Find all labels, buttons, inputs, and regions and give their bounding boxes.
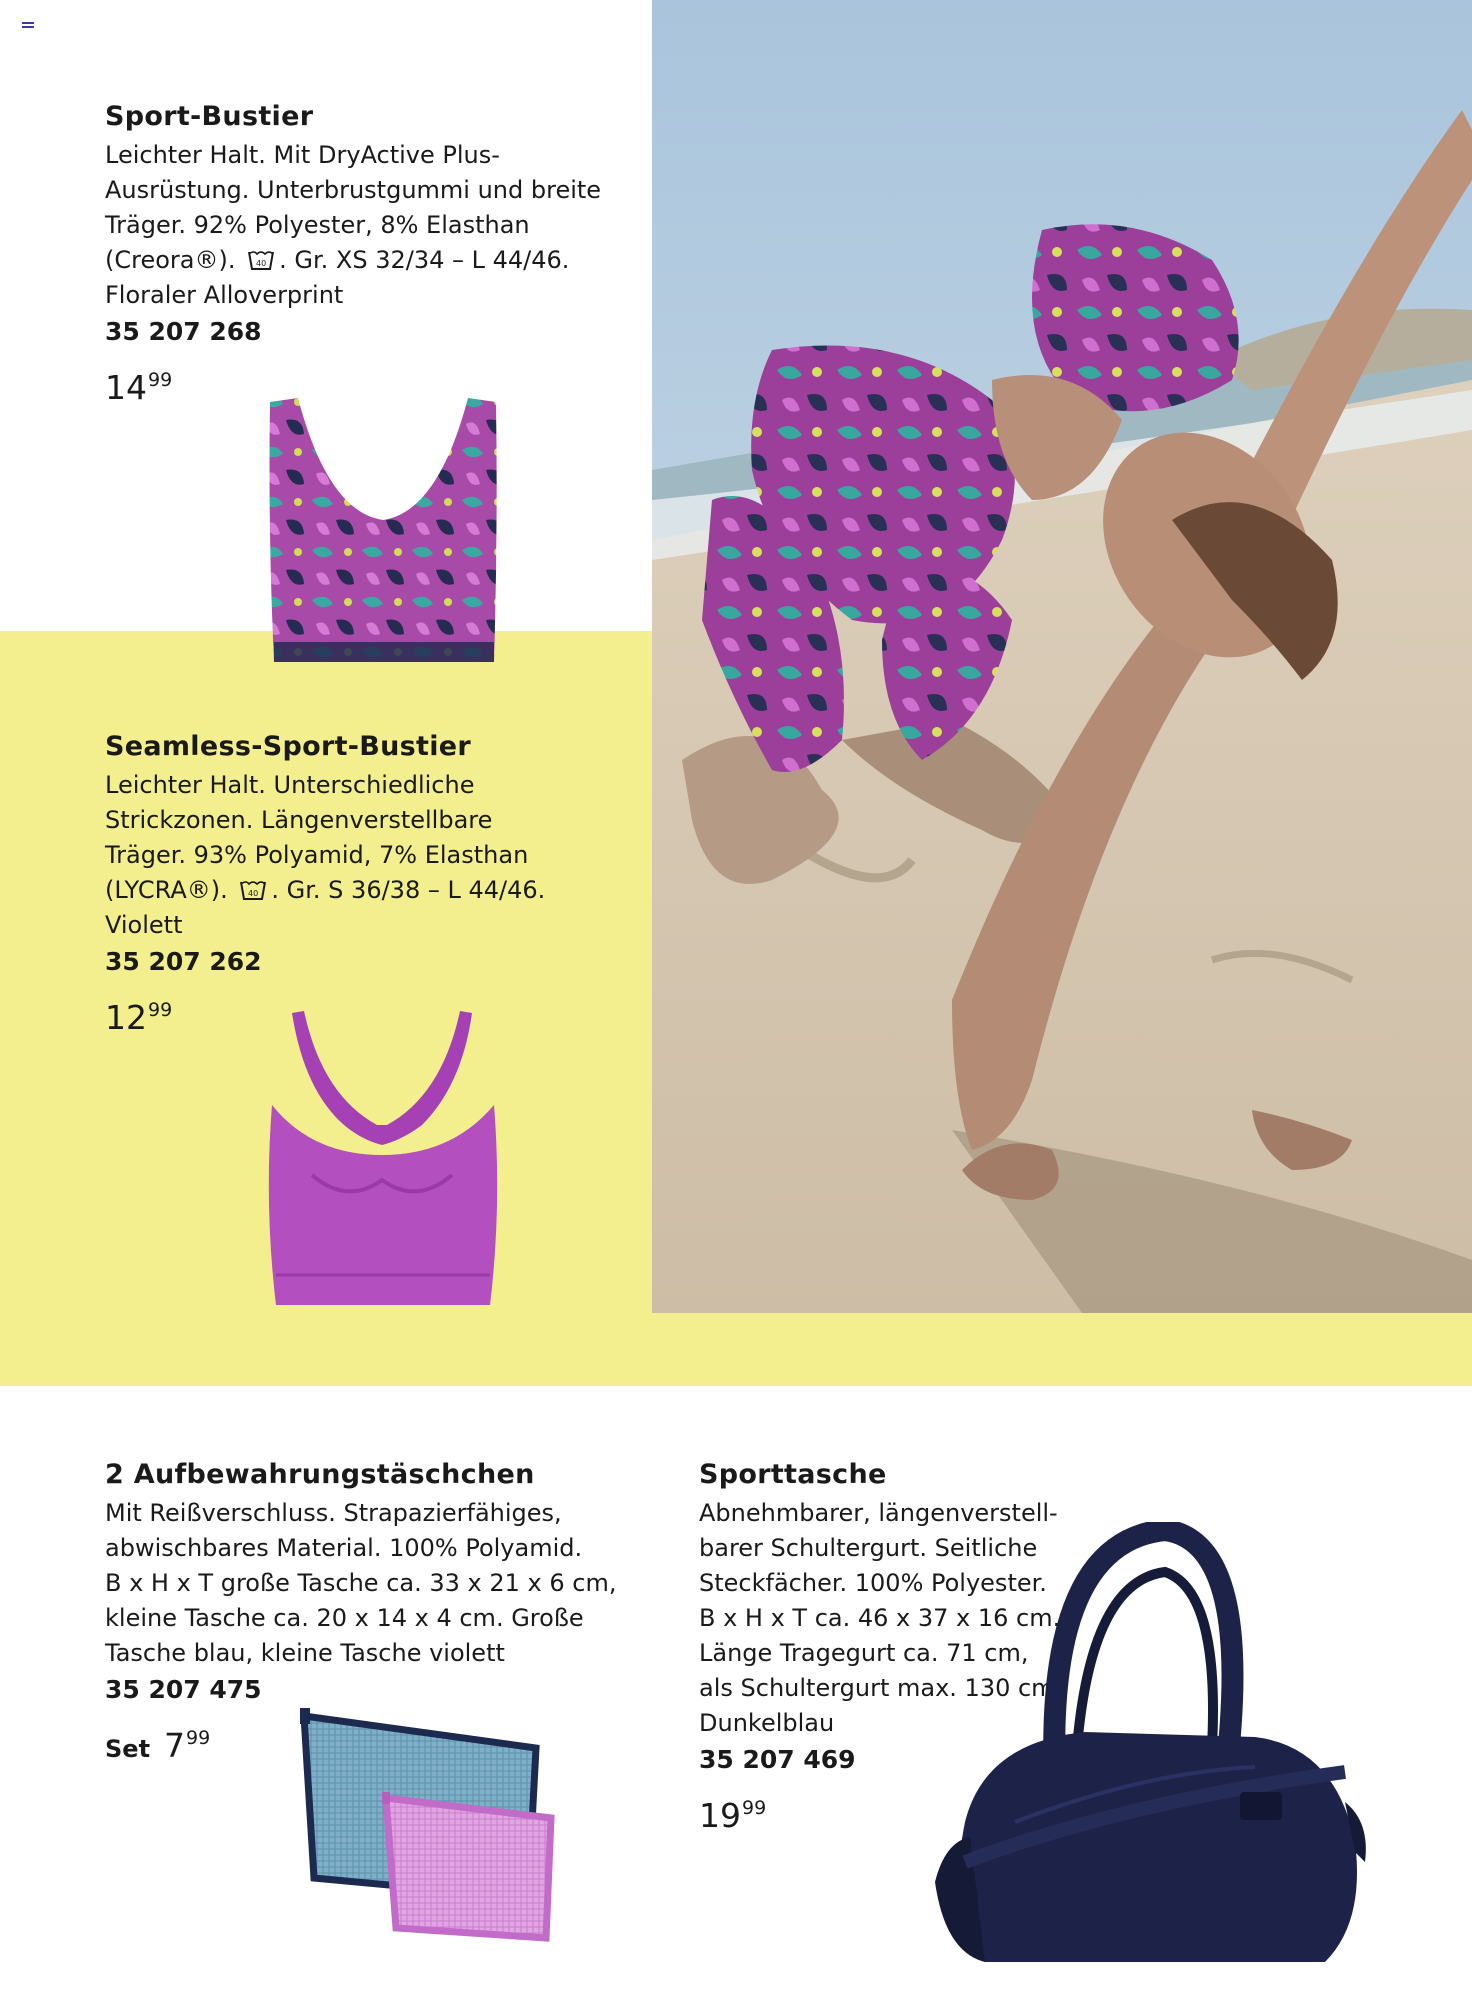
- desc-line: Mit Reißverschluss. Strapazierfähiges,: [105, 1499, 562, 1527]
- hero-beach-photo: [652, 0, 1472, 1313]
- product-description: [105, 1496, 625, 1671]
- price-cents: 99: [742, 1797, 767, 1819]
- price-main: 12: [105, 998, 147, 1037]
- price-prefix: Set: [105, 1735, 151, 1763]
- desc-line: Strickzonen. Längenverstellbare: [105, 806, 493, 834]
- desc-line: (Creora®).: [105, 246, 236, 274]
- product-title: Sport-Bustier: [105, 101, 314, 132]
- desc-line: Leichter Halt. Mit DryActive Plus-: [105, 141, 500, 169]
- product-description: [105, 768, 625, 943]
- desc-line: abwischbares Material. 100% Polyamid.: [105, 1534, 583, 1562]
- desc-line: Violett: [105, 911, 183, 939]
- price-main: 19: [699, 1796, 741, 1835]
- product-title: Seamless-Sport-Bustier: [105, 731, 472, 762]
- desc-line: barer Schultergurt. Seitliche: [699, 1534, 1038, 1562]
- size-range: . Gr. S 36/38 – L 44/46.: [271, 876, 546, 904]
- svg-text:40: 40: [256, 259, 267, 268]
- svg-text:40: 40: [248, 889, 259, 898]
- desc-line: kleine Tasche ca. 20 x 14 x 4 cm. Große: [105, 1604, 584, 1632]
- product-seamless-sport-bustier: [105, 730, 625, 1038]
- desc-line: Träger. 92% Polyester, 8% Elasthan: [105, 211, 530, 239]
- storage-pouches-image: [296, 1708, 566, 1948]
- article-number: 35 207 475: [105, 1675, 262, 1704]
- price-cents: 99: [148, 369, 173, 391]
- price-main: 14: [105, 368, 147, 407]
- sport-bustier-image: [258, 392, 508, 667]
- product-sport-bustier: [105, 100, 625, 408]
- product-title: Sporttasche: [699, 1459, 887, 1490]
- desc-line: Länge Tragegurt ca. 71 cm,: [699, 1639, 1029, 1667]
- seamless-bustier-image: [252, 1005, 514, 1310]
- article-number: 35 207 469: [699, 1745, 856, 1774]
- desc-line: Dunkelblau: [699, 1709, 835, 1737]
- wash-40-icon: [247, 249, 275, 271]
- desc-line: (LYCRA®).: [105, 876, 228, 904]
- product-description: [105, 138, 625, 313]
- desc-line: Träger. 93% Polyamid, 7% Elasthan: [105, 841, 529, 869]
- desc-line: B x H x T große Tasche ca. 33 x 21 x 6 cm,: [105, 1569, 617, 1597]
- price-cents: 99: [186, 1727, 211, 1749]
- article-number: 35 207 262: [105, 947, 262, 976]
- desc-line: B x H x T ca. 46 x 37 x 16 cm.: [699, 1604, 1061, 1632]
- desc-line: Floraler Alloverprint: [105, 281, 344, 309]
- price-main: 7: [164, 1726, 186, 1765]
- desc-line: Leichter Halt. Unterschiedliche: [105, 771, 475, 799]
- product-title: 2 Aufbewahrungstäschchen: [105, 1459, 535, 1490]
- desc-line: als Schultergurt max. 130 cm.: [699, 1674, 1063, 1702]
- desc-line: Steckfächer. 100% Polyester.: [699, 1569, 1047, 1597]
- size-range: . Gr. XS 32/34 – L 44/46.: [279, 246, 570, 274]
- desc-line: Tasche blau, kleine Tasche violett: [105, 1639, 505, 1667]
- desc-line: Ausrüstung. Unterbrustgummi und breite: [105, 176, 602, 204]
- sports-bag-image: [925, 1522, 1385, 1982]
- wash-40-icon: [239, 879, 267, 901]
- menu-icon[interactable]: [22, 22, 34, 32]
- price-cents: 99: [148, 999, 173, 1021]
- article-number: 35 207 268: [105, 317, 262, 346]
- desc-line: Abnehmbarer, längenverstell-: [699, 1499, 1058, 1527]
